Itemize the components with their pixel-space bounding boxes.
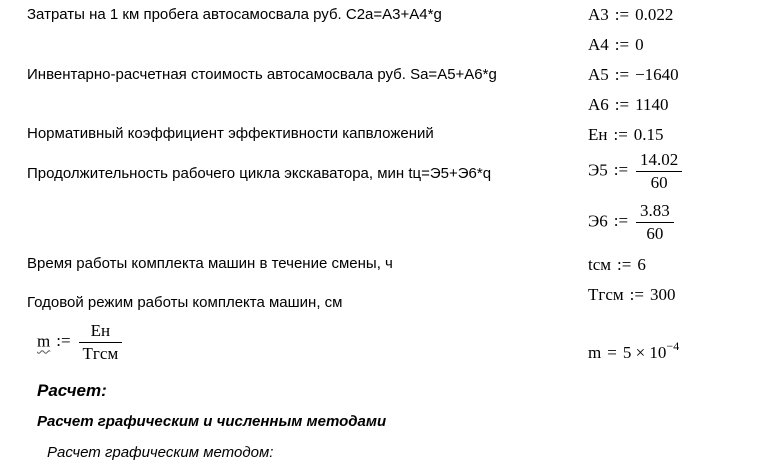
assign-op: := [613,211,629,231]
denominator: Tгсм [82,344,119,363]
math-a4[interactable] [588,35,644,55]
math-e5[interactable] [588,150,682,193]
numerator: 3.83 [636,201,674,223]
var-value: 300 [649,285,676,304]
var-name: A4 [588,35,609,54]
fraction [636,201,674,244]
var-name: Э5 [588,160,608,180]
var-name: A5 [588,65,609,84]
label-inventory-cost: Инвентарно-расчетная стоимость автосамосвала руб. Sa=A5+A6*g [27,66,497,83]
math-a3[interactable] [588,5,673,25]
var-name: Tгсм [588,285,624,304]
numerator: Eн [79,321,123,343]
equals-op: = [607,343,617,362]
fraction [79,321,123,364]
var-name: m [37,331,51,351]
var-name: tcм [588,255,612,274]
label-shift-time: Время работы комплекта машин в течение смены, ч [27,255,393,272]
math-tgcm[interactable] [588,285,675,305]
numerator: 14.02 [636,150,682,172]
math-tcm[interactable] [588,255,646,275]
result-mantissa: 5 × 10 [622,343,667,362]
label-annual-mode: Годовой режим работы комплекта машин, см [27,294,343,311]
var-value: 0.022 [635,5,674,24]
var-value: −1640 [635,65,679,84]
assign-op: := [614,95,630,114]
denominator: 60 [646,224,664,243]
label-cost-per-km: Затраты на 1 км пробега автосамосвала руб. C2a=A3+A4*g [27,6,442,23]
var-name: Eн [588,125,608,144]
math-m-result[interactable] [588,339,680,363]
denominator: 60 [650,173,668,192]
assign-op: := [614,65,630,84]
heading-graphical-numerical: Расчет графическим и численным методами [37,413,387,430]
var-name: A3 [588,5,609,24]
heading-graphical: Расчет графическим методом: [47,444,274,461]
var-value: 0 [635,35,644,54]
assign-op: := [617,255,632,274]
math-e6[interactable] [588,201,674,244]
var-name: Э6 [588,211,608,231]
var-name: m [588,343,602,362]
assign-op: := [629,285,644,304]
assign-op: := [614,35,630,54]
math-a6[interactable] [588,95,668,115]
var-value: 1140 [635,95,669,114]
label-efficiency-coefficient: Нормативный коэффициент эффективности капвложений [27,125,434,142]
var-value: 0.15 [633,125,664,144]
result-exponent: −4 [666,339,680,353]
assign-op: := [614,5,630,24]
assign-op: := [56,331,71,351]
math-a5[interactable] [588,65,679,85]
label-excavator-cycle: Продолжительность рабочего цикла экскаватора, мин tц=Э5+Э6*q [27,165,492,182]
heading-calculation: Расчет: [37,381,107,400]
math-en[interactable] [588,125,664,145]
var-name: A6 [588,95,609,114]
math-m-definition[interactable] [37,321,122,364]
fraction [636,150,682,193]
assign-op: := [613,160,629,180]
var-value: 6 [637,255,646,274]
assign-op: := [613,125,628,144]
